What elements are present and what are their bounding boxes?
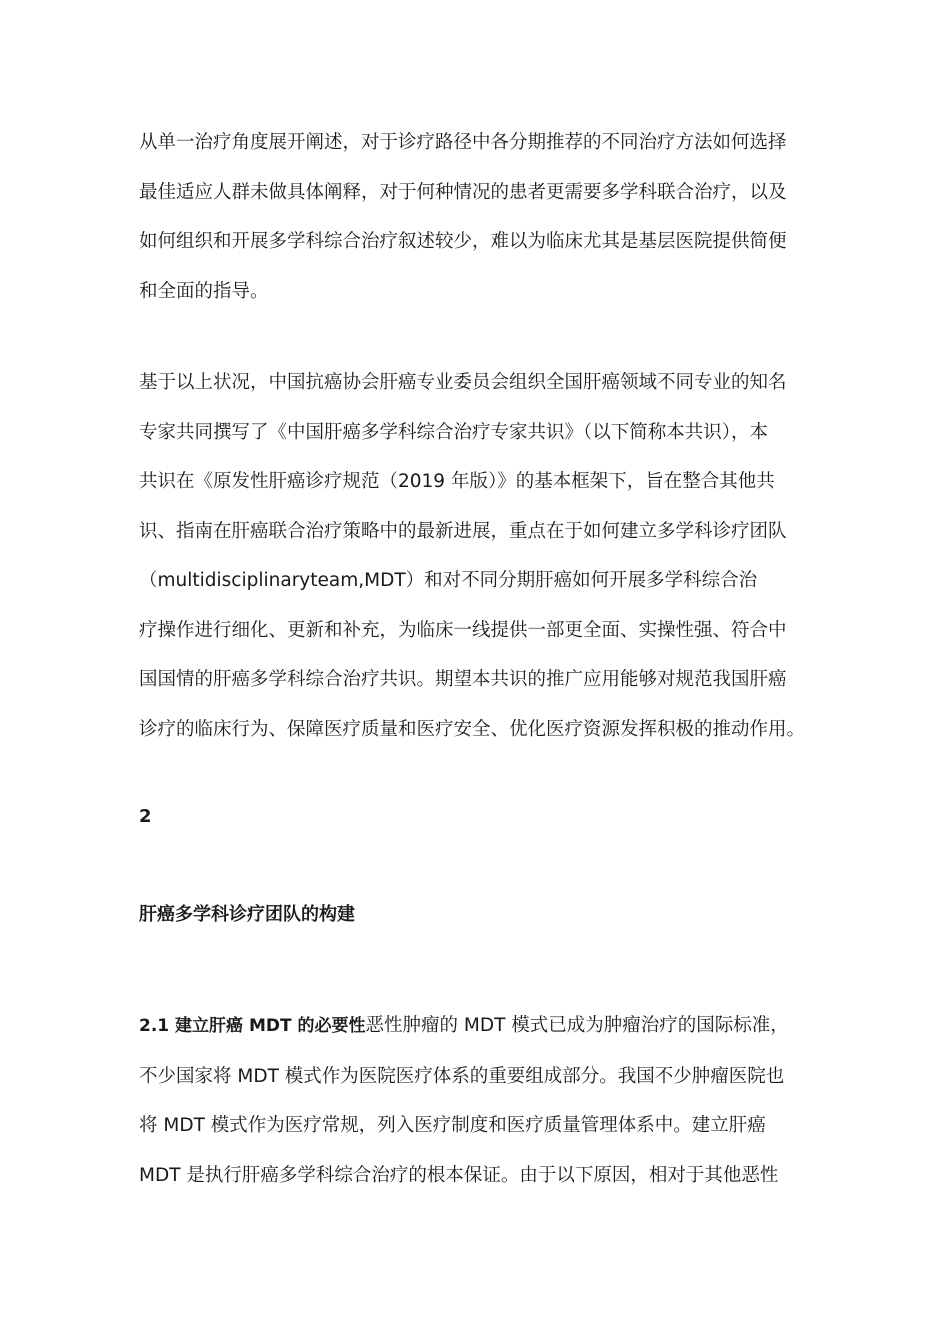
section-number: 2 <box>139 806 152 827</box>
text-run: 恶性肿瘤的 MDT 模式已成为肿瘤治疗的国际标准， <box>365 1015 789 1036</box>
document-page <box>139 118 829 1200</box>
text-line: 专家共同撰写了《中国肝癌多学科综合治疗专家共识》（以下简称本共识），本 <box>139 421 769 443</box>
subsection-heading: 2.1 建立肝癌 MDT 的必要性 <box>139 1016 366 1036</box>
text-line: 不少国家将 MDT 模式作为医院医疗体系的重要组成部分。我国不少肿瘤医院也 <box>139 1065 785 1087</box>
text-line: 诊疗的临床行为、保障医疗质量和医疗安全、优化医疗资源发挥积极的推动作用。 <box>139 718 806 740</box>
text-line: 疗操作进行细化、更新和补充，为临床一线提供一部更全面、实操性强、符合中 <box>139 619 787 641</box>
paragraph-mdt-necessity <box>139 1001 829 1200</box>
text-line: 识、指南在肝癌联合治疗策略中的最新进展，重点在于如何建立多学科诊疗团队 <box>139 520 787 542</box>
text-line: 国国情的肝癌多学科综合治疗共识。期望本共识的推广应用能够对规范我国肝癌 <box>139 669 787 690</box>
text-line: 将 MDT 模式作为医疗常规，列入医疗制度和医疗质量管理体系中。建立肝癌 <box>139 1115 766 1136</box>
text-line-first <box>139 1001 829 1052</box>
section-title: 肝癌多学科诊疗团队的构建 <box>139 904 355 925</box>
text-line: 基于以上状况，中国抗癌协会肝癌专业委员会组织全国肝癌领域不同专业的知名 <box>139 372 787 393</box>
text-line: （multidisciplinaryteam,MDT）和对不同分期肝癌如何开展多学科综合治 <box>139 570 758 591</box>
text-line: MDT 是执行肝癌多学科综合治疗的根本保证。由于以下原因，相对于其他恶性 <box>139 1164 779 1186</box>
text-line: 和全面的指导。 <box>139 280 269 302</box>
paragraph-consensus <box>139 358 829 754</box>
text-line: 从单一治疗角度展开阐述，对于诊疗路径中各分期推荐的不同治疗方法如何选择 <box>139 132 787 153</box>
text-line: 共识在《原发性肝癌诊疗规范（2019 年版）》的基本框架下，旨在整合其他共 <box>139 471 775 492</box>
paragraph-intro <box>139 118 829 316</box>
text-line: 最佳适应人群未做具体阐释，对于何种情况的患者更需要多学科联合治疗，以及 <box>139 181 787 203</box>
text-line: 如何组织和开展多学科综合治疗叙述较少，难以为临床尤其是基层医院提供简便 <box>139 231 787 252</box>
